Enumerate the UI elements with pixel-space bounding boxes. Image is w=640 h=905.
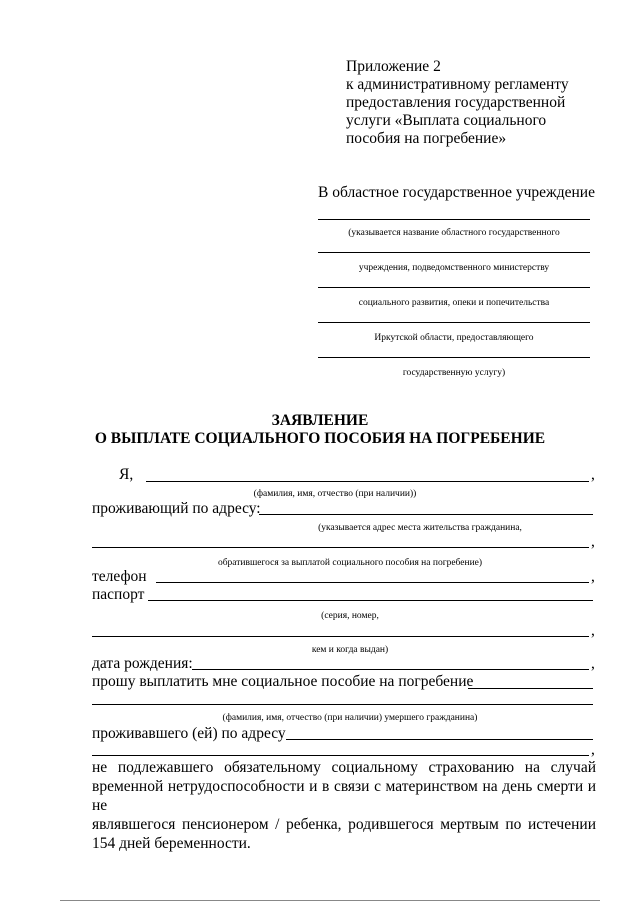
birth-field[interactable]	[192, 669, 589, 670]
birth-label: дата рождения:	[92, 655, 193, 672]
recipient-hint: (указывается название областного государственного	[348, 228, 560, 238]
comma: ,	[591, 533, 595, 550]
appendix-line: Приложение 2	[346, 58, 441, 75]
passport-field-line2[interactable]	[92, 636, 589, 637]
i-label: Я,	[119, 466, 134, 483]
deceased-fio-field[interactable]	[468, 688, 593, 689]
address-field-line2[interactable]	[92, 547, 589, 548]
document-subtitle: О ВЫПЛАТЕ СОЦИАЛЬНОГО ПОСОБИЯ НА ПОГРЕБЕНИЕ	[94, 430, 546, 447]
document-title: ЗАЯВЛЕНИЕ	[271, 412, 369, 429]
recipient-hint: социального развития, опеки и попечительства	[358, 298, 550, 308]
recipient-hint: государственную услугу)	[402, 368, 506, 378]
request-label: прошу выплатить мне социальное пособие на погребение	[92, 673, 474, 690]
paragraph-line: временной нетрудоспособности и в связи с материнством на день смерти и не	[92, 778, 596, 814]
passport-label: паспорт	[92, 586, 145, 603]
page-divider	[60, 900, 600, 901]
recipient-hint: Иркутской области, предоставляющего	[374, 333, 534, 343]
recipient-hint: учреждения, подведомственного министерству	[358, 263, 550, 273]
comma: ,	[591, 741, 595, 758]
appendix-line: к административному регламенту	[346, 76, 569, 93]
recipient-heading: В областное государственное учреждение	[318, 184, 595, 201]
appendix-header	[346, 58, 606, 148]
comma: ,	[591, 466, 595, 483]
appendix-line: предоставления государственной	[346, 94, 566, 111]
deceased-address-label: проживавшего (ей) по адресу	[92, 725, 286, 742]
address-field[interactable]	[259, 514, 593, 515]
appendix-line: услуги «Выплата социального	[346, 112, 547, 129]
appendix-line: пособия на погребение»	[346, 130, 507, 147]
deceased-address-field-line2[interactable]	[92, 755, 589, 756]
phone-field[interactable]	[156, 582, 589, 583]
comma: ,	[591, 622, 595, 639]
paragraph-line: являвшегося пенсионером / ребенка, родившегося мертвым по истечении	[92, 816, 596, 833]
passport-hint: (серия, номер,	[321, 611, 379, 621]
conditions-paragraph	[92, 758, 596, 853]
passport-hint-2: кем и когда выдан)	[311, 645, 389, 655]
address-hint-2: обратившегося за выплатой социального пособия на погребение)	[217, 558, 483, 568]
recipient-field-line[interactable]	[318, 357, 590, 358]
deceased-fio-field-line2[interactable]	[92, 704, 593, 705]
fio-hint: (фамилия, имя, отчество (при наличии))	[253, 489, 417, 499]
address-label: проживающий по адресу:	[92, 500, 261, 517]
fio-field[interactable]	[146, 481, 589, 482]
address-hint: (указывается адрес места жительства гражданина,	[318, 523, 522, 533]
recipient-field-line[interactable]	[318, 322, 590, 323]
paragraph-line: 154 дней беременности.	[92, 835, 251, 852]
recipient-field-line[interactable]	[318, 219, 590, 220]
recipient-field-line[interactable]	[318, 287, 590, 288]
paragraph-line: не подлежавшего обязательному социальному страхованию на случай	[92, 759, 596, 776]
deceased-hint: (фамилия, имя, отчество (при наличии) умершего гражданина)	[222, 713, 478, 723]
recipient-field-line[interactable]	[318, 252, 590, 253]
comma: ,	[591, 655, 595, 672]
comma: ,	[591, 568, 595, 585]
passport-field[interactable]	[148, 600, 593, 601]
phone-label: телефон	[92, 568, 147, 585]
deceased-address-field[interactable]	[286, 739, 593, 740]
